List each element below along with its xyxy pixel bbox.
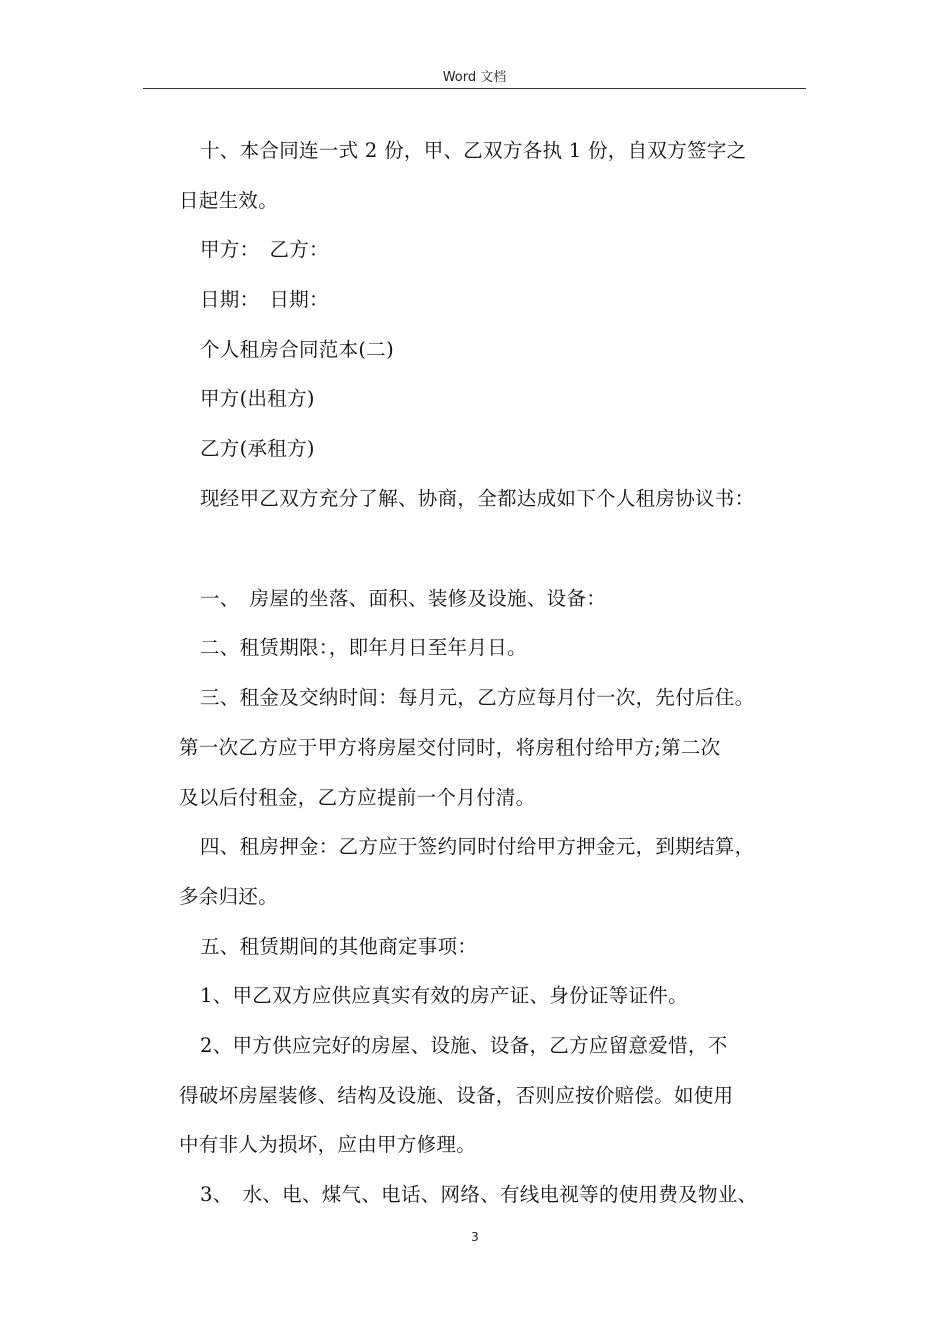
paragraph-line: 一、 房屋的坐落、面积、装修及设施、设备：	[200, 587, 607, 610]
paragraph-line: 1、甲乙双方应供应真实有效的房产证、身份证等证件。	[200, 984, 688, 1007]
paragraph-line: 多余归还。	[179, 885, 279, 908]
paragraph-line: 日期： 日期：	[200, 288, 329, 311]
paragraph-line: 甲方(出租方)	[200, 387, 315, 410]
paragraph-line: 第一次乙方应于甲方将房屋交付同时，将房租付给甲方;第二次	[179, 736, 721, 759]
paragraph-line: 甲方： 乙方：	[200, 238, 329, 261]
paragraph-line: 二、租赁期限：，即年月日至年月日。	[200, 636, 527, 659]
paragraph-line: 个人租房合同范本(二)	[200, 338, 395, 361]
paragraph-line: 三、租金及交纳时间：每月元，乙方应每月付一次，先付后住。	[200, 686, 755, 709]
page-number: 3	[471, 1230, 479, 1244]
paragraph-line: 3、 水、电、煤气、电话、网络、有线电视等的使用费及物业、	[200, 1183, 758, 1206]
paragraph-line: 得破坏房屋装修、结构及设施、设备，否则应按价赔偿。如使用	[179, 1084, 734, 1107]
paragraph-line: 乙方(承租方)	[200, 437, 315, 460]
paragraph-line: 四、租房押金：乙方应于签约同时付给甲方押金元，到期结算，	[200, 835, 755, 858]
paragraph-line: 现经甲乙双方充分了解、协商，全都达成如下个人租房协议书：	[200, 487, 755, 510]
paragraph-line: 及以后付租金，乙方应提前一个月付清。	[179, 786, 536, 809]
paragraph-line: 中有非人为损坏，应由甲方修理。	[179, 1133, 477, 1156]
paragraph-line: 五、租赁期间的其他商定事项：	[200, 935, 478, 958]
paragraph-line: 日起生效。	[179, 189, 279, 212]
paragraph-line: 十、本合同连一式 2 份，甲、乙双方各执 1 份，自双方签字之	[200, 139, 747, 162]
header-title: Word 文档	[442, 70, 507, 85]
paragraph-line: 2、甲方供应完好的房屋、设施、设备，乙方应留意爱惜，不	[200, 1034, 728, 1057]
